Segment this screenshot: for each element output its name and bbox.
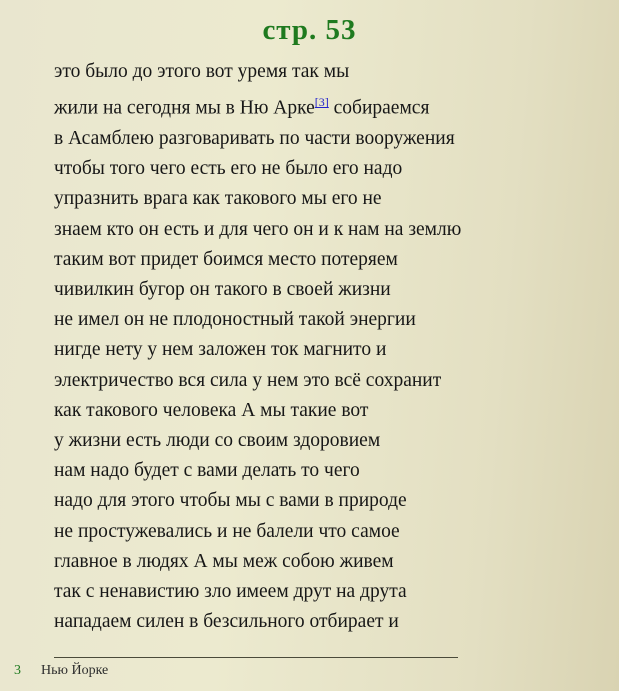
text-line: не имел он не плодоностный такой энергии [54,309,416,331]
text-line-with-footnote [54,87,585,124]
text-line: так с ненавистию зло имеем друт на друта [54,580,407,602]
text-line: не простужевались и не балели что самое [54,520,400,542]
text-line: это было до этого вот уремя так мы [54,61,350,82]
text-line: нигде нету у нем заложен ток магнито и [54,339,387,361]
text-line: у жизни есть люди со своим здоровием [54,429,381,451]
text-line: чивилкин бугор он такого в своей жизни [54,278,391,300]
footnote-entry [14,663,108,679]
text-line: в Асамблею разговаривать по части вооружения [54,127,455,149]
text-line: нам надо будет с вами делать то чего [54,460,360,482]
text-line: главное в людях А мы меж собою живем [54,550,394,572]
text-line-segment: жили на сегодня мы в Ню Арке [54,97,315,119]
text-line: электричество вся сила у нем это всё сохранит [54,369,442,391]
text-line: знаем кто он есть и для чего он и к нам на землю [54,218,462,240]
document-body [54,57,585,637]
footnote-text: Нью Йорке [41,663,109,678]
footnote-number[interactable]: 3 [14,663,21,678]
text-line-tail: собираемся [333,97,430,119]
footnote-separator [54,657,458,658]
page-title: стр. 53 [262,14,357,46]
text-line: таким вот придет боимся место потеряем [54,248,398,270]
text-line: нападаем силен в безсильного отбирает и [54,611,399,633]
text-line: как такового человека А мы такие вот [54,399,369,421]
text-line: чтобы того чего есть его не было его надо [54,158,403,180]
text-line: упразнить врага как такового мы его не [54,188,382,210]
page-footer [0,657,619,691]
text-line: надо для этого чтобы мы с вами в природе [54,490,407,512]
footnote-reference-link[interactable]: [3] [314,95,329,110]
